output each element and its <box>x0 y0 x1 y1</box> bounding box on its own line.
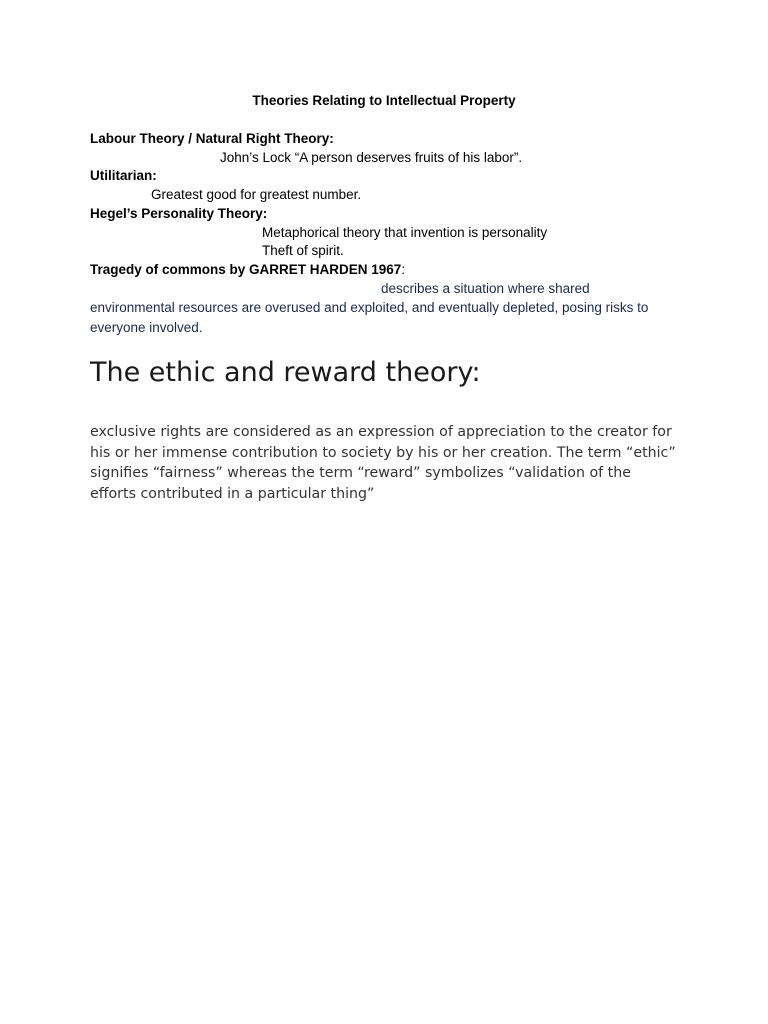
document-title: Theories Relating to Intellectual Property <box>252 93 516 108</box>
ethic-reward-paragraph: exclusive rights are considered as an expression of appreciation to the creator for his or her immense contribution to society by his or her creation. The term “ethic” signifies “fairness” whereas the term “reward” symbolizes “validation of the efforts contributed in a particular thing” <box>90 424 676 503</box>
labour-theory-text: John’s Lock “A person deserves fruits of his labor”. <box>220 150 523 165</box>
tragedy-text-rest: environmental resources are overused and exploited, and eventually depleted, posing risks to everyone involved. <box>90 300 649 335</box>
hegel-theory-text-2: Theft of spirit. <box>262 243 344 258</box>
tragedy-heading: Tragedy of commons by GARRET HARDEN 1967 <box>90 262 402 277</box>
hegel-theory-text-1: Metaphorical theory that invention is personality <box>262 225 548 240</box>
utilitarian-text: Greatest good for greatest number. <box>151 187 362 202</box>
ethic-reward-heading: The ethic and reward theory: <box>90 357 481 388</box>
tragedy-heading-colon: : <box>401 262 406 277</box>
hegel-theory-heading: Hegel’s Personality Theory: <box>90 206 268 221</box>
tragedy-text-first: describes a situation where shared <box>381 281 590 296</box>
tragedy-heading-line <box>90 261 405 279</box>
labour-theory-heading: Labour Theory / Natural Right Theory: <box>90 131 334 146</box>
utilitarian-heading: Utilitarian: <box>90 168 157 183</box>
